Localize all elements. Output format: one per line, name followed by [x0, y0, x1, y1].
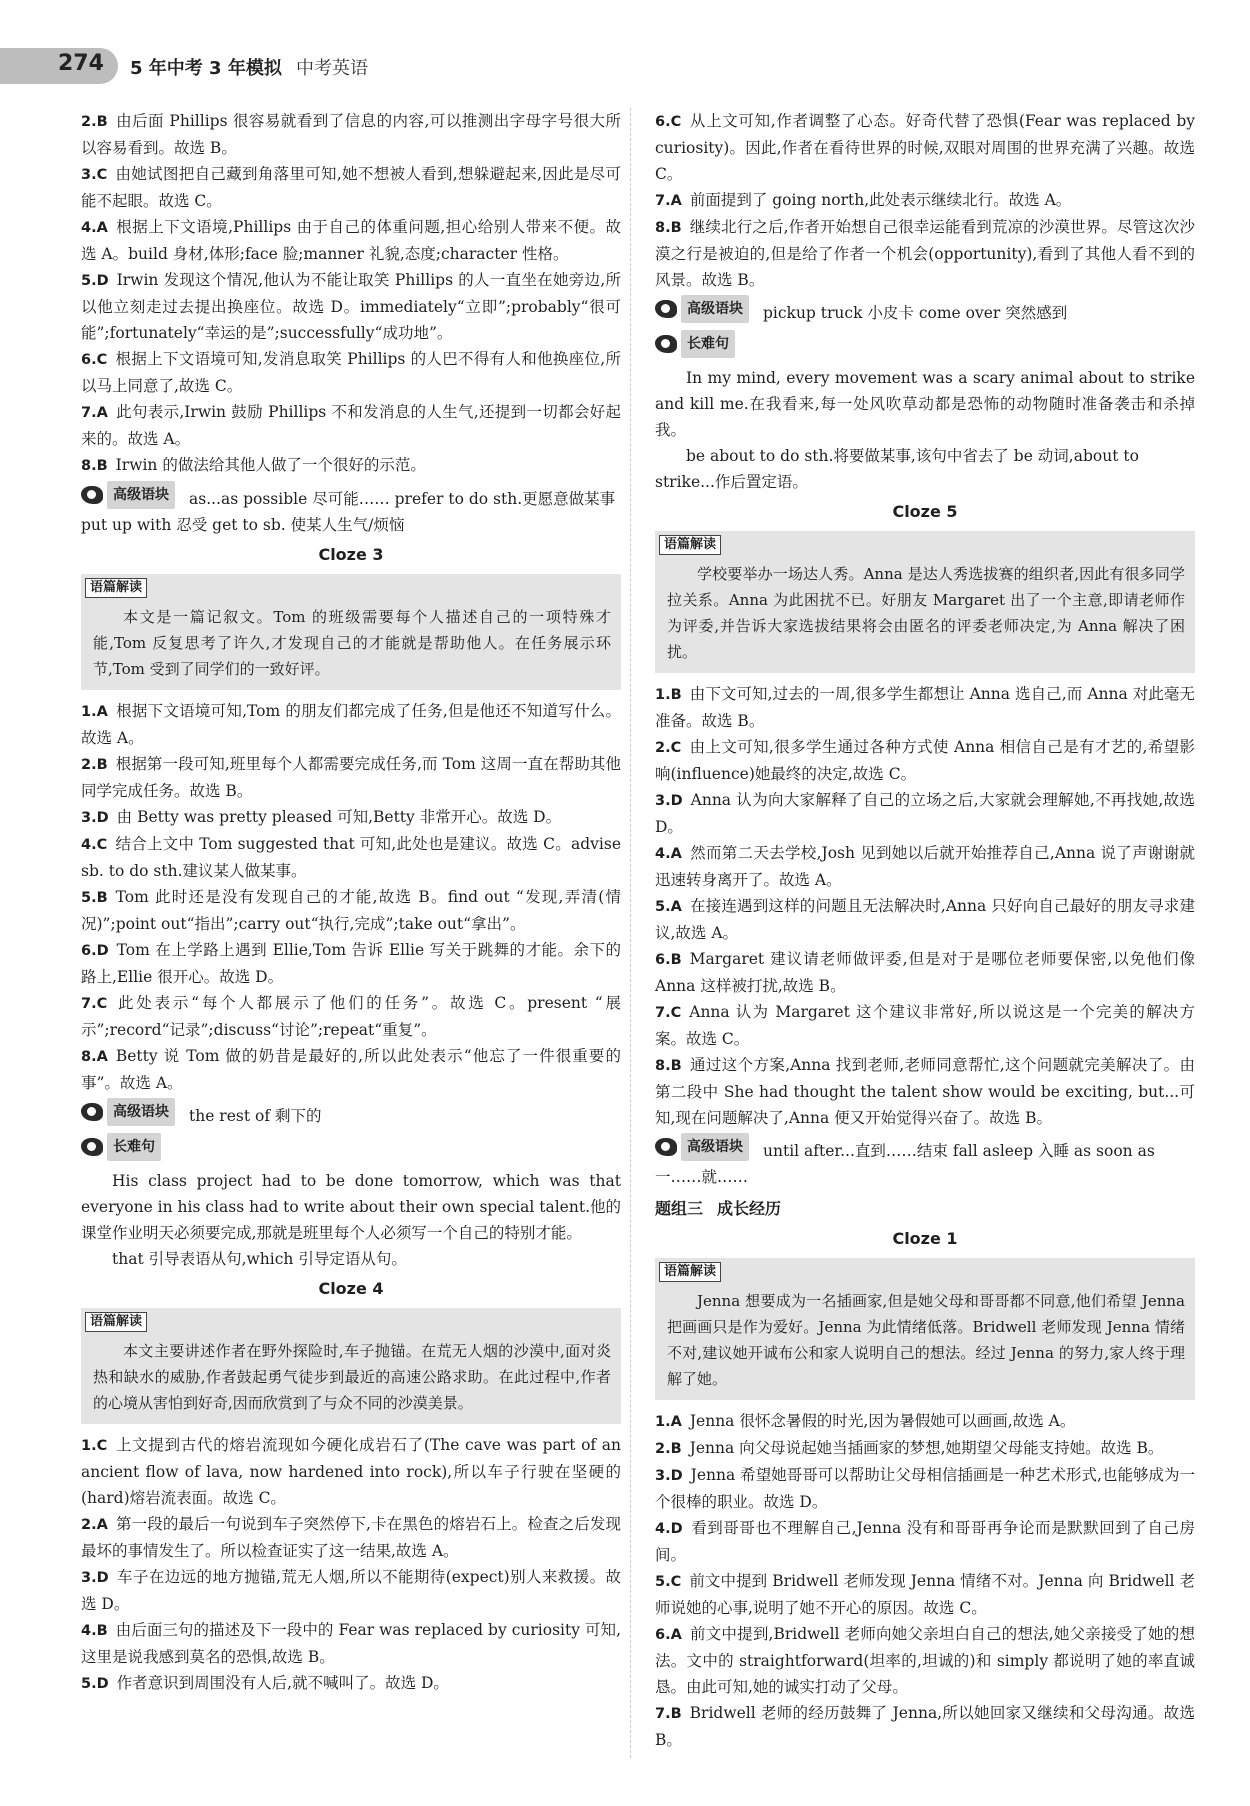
- answer-list: [655, 1408, 1195, 1753]
- answer-item: [81, 804, 621, 831]
- answer-item: [655, 214, 1195, 293]
- phrases-text: the rest of 剩下的: [189, 1107, 322, 1125]
- answer-explanation: 由后面 Phillips 很容易就看到了信息的内容,可以推测出字母字号很大所以容易看到。故选 B。: [81, 112, 621, 157]
- answer-explanation: 继续北行之后,作者开始想自己很幸运能看到荒凉的沙漠世界。尽管这次沙漠之行是被迫的,但是给了作者一个机会(opportunity),看到了其他人看不到的风景。故选 B。: [655, 218, 1195, 289]
- answer-item: [81, 1617, 621, 1670]
- answer-number: 6.B: [655, 952, 682, 968]
- answer-number: 2.A: [81, 1517, 108, 1533]
- phrases-text: until after...直到……结束 fall asleep 入睡 as soon as 一……就……: [655, 1142, 1155, 1186]
- answer-list: [81, 1432, 621, 1697]
- page-number-tab: [0, 48, 118, 84]
- answer-list: [655, 681, 1195, 1131]
- answer-explanation: 看到哥哥也不理解自己,Jenna 没有和哥哥再争论而是默默回到了自己房间。: [655, 1519, 1195, 1564]
- answer-number: 1.A: [655, 1414, 682, 1430]
- answer-number: 6.C: [655, 114, 682, 130]
- answer-item: [81, 1564, 621, 1617]
- long-sentence-tag: 长难句: [81, 1133, 161, 1161]
- answer-item: [655, 1435, 1195, 1462]
- answer-item: [655, 1515, 1195, 1568]
- answer-item: [81, 452, 621, 479]
- answer-item: [81, 1043, 621, 1096]
- answer-number: 4.B: [81, 1623, 108, 1639]
- answer-item: [655, 893, 1195, 946]
- answer-number: 1.C: [81, 1438, 108, 1454]
- passage-summary: [81, 1308, 621, 1424]
- advanced-phrases-tag: 高级语块: [655, 295, 749, 323]
- answer-item: [655, 681, 1195, 734]
- answer-explanation: Tom 在上学路上遇到 Ellie,Tom 告诉 Ellie 写关于跳舞的才能。余下的路上,Ellie 很开心。故选 D。: [81, 941, 621, 986]
- answer-item: [81, 108, 621, 161]
- answer-explanation: 此句表示,Irwin 鼓励 Phillips 不和发消息的人生气,还提到一切都会好起来的。故选 A。: [81, 403, 621, 448]
- answer-number: 6.D: [81, 943, 109, 959]
- answer-item: [81, 267, 621, 346]
- answer-explanation: 由 Betty was pretty pleased 可知,Betty 非常开心。故选 D。: [116, 808, 562, 826]
- book-title: 5 年中考 3 年模拟: [130, 58, 282, 79]
- answer-item: [655, 1462, 1195, 1515]
- answer-number: 3.D: [81, 810, 109, 826]
- summary-label: 语篇解读: [85, 578, 147, 598]
- chat-icon: [81, 1138, 103, 1156]
- answer-explanation: 前文中提到,Bridwell 老师向她父亲坦白自己的想法,她父亲接受了她的想法。文中的 straightforward(坦率的,坦诚的)和 simply 都说明了她的率直诚恳。由此可知,她的诚实打动了父母。: [655, 1625, 1195, 1696]
- answer-number: 3.D: [81, 1570, 109, 1586]
- summary-text: 本文主要讲述作者在野外探险时,车子抛锚。在荒无人烟的沙漠中,面对炎热和缺水的威胁,作者鼓起勇气徒步到最近的高速公路求助。在此过程中,作者的心境从害怕到好奇,因而欣赏到了与众不同的沙漠美景。: [93, 1342, 611, 1412]
- chat-icon: [655, 1138, 677, 1156]
- long-sentence-tag: 长难句: [655, 330, 735, 358]
- answer-item: [81, 346, 621, 399]
- answer-number: 2.C: [655, 740, 682, 756]
- answer-number: 8.A: [81, 1049, 108, 1065]
- advanced-phrases: [655, 295, 1195, 326]
- cloze-title: Cloze 4: [318, 1279, 384, 1298]
- answer-list: [655, 108, 1195, 293]
- answer-number: 2.B: [655, 1441, 682, 1457]
- answer-explanation: 前面提到了 going north,此处表示继续北行。故选 A。: [689, 191, 1072, 209]
- answer-item: [81, 399, 621, 452]
- chat-icon: [655, 300, 677, 318]
- group-label: 题组三: [655, 1199, 704, 1218]
- answer-item: [81, 161, 621, 214]
- answer-explanation: 作者意识到周围没有人后,就不喊叫了。故选 D。: [116, 1674, 449, 1692]
- answer-item: [81, 214, 621, 267]
- answer-item: [655, 840, 1195, 893]
- answer-number: 4.A: [81, 220, 108, 236]
- answer-item: [655, 187, 1195, 214]
- chat-icon: [81, 1103, 103, 1121]
- advanced-phrases: [655, 1133, 1195, 1190]
- right-column: [655, 108, 1195, 1753]
- long-sentence-note: that 引导表语从句,which 引导定语从句。: [112, 1250, 407, 1268]
- answer-number: 7.A: [655, 193, 682, 209]
- answer-item: [655, 1621, 1195, 1700]
- answer-item: [81, 751, 621, 804]
- answer-number: 5.D: [81, 273, 109, 289]
- answer-number: 2.B: [81, 757, 108, 773]
- answer-explanation: 然而第二天去学校,Josh 见到她以后就开始推荐自己,Anna 说了声谢谢就迅速转身离开了。故选 A。: [655, 844, 1195, 889]
- answer-item: [655, 999, 1195, 1052]
- answer-explanation: 前文中提到 Bridwell 老师发现 Jenna 情绪不对。Jenna 向 Bridwell 老师说她的心事,说明了她不开心的原因。故选 C。: [655, 1572, 1195, 1617]
- advanced-phrases-tag: 高级语块: [81, 1098, 175, 1126]
- answer-explanation: Anna 认为 Margaret 这个建议非常好,所以说这是一个完美的解决方案。故选 C。: [655, 1003, 1195, 1048]
- advanced-phrases: [81, 481, 621, 538]
- advanced-phrases-tag: 高级语块: [81, 481, 175, 509]
- answer-number: 5.D: [81, 1676, 109, 1692]
- answer-item: [81, 937, 621, 990]
- answer-explanation: 通过这个方案,Anna 找到老师,老师同意帮忙,这个问题就完美解决了。由第二段中 She had thought the talent show would be exciting, but...可知,现在问题解决了,Anna 便又开始觉得兴奋了。故选 B。: [655, 1056, 1195, 1127]
- passage-summary: [655, 1258, 1195, 1400]
- answer-item: [81, 831, 621, 884]
- summary-text: 本文是一篇记叙文。Tom 的班级需要每个人描述自己的一项特殊才能,Tom 反复思考了许久,才发现自己的才能就是帮助他人。在任务展示环节,Tom 受到了同学们的一致好评。: [93, 608, 611, 678]
- answer-explanation: Betty 说 Tom 做的奶昔是最好的,所以此处表示“他忘了一件很重要的事”。故选 A。: [81, 1047, 621, 1092]
- cloze-title: Cloze 3: [318, 545, 384, 564]
- page-number: 274: [58, 51, 104, 76]
- passage-summary: [655, 531, 1195, 673]
- answer-list: [81, 108, 621, 479]
- answer-explanation: Irwin 发现这个情况,他认为不能让取笑 Phillips 的人一直坐在她旁边,所以他立刻走过去提出换座位。故选 D。immediately“立即”;probably“很可能”;fortunately“幸运的是”;successfully“成功地”。: [81, 271, 621, 342]
- answer-number: 5.A: [655, 899, 682, 915]
- answer-item: [81, 1670, 621, 1697]
- answer-item: [655, 1408, 1195, 1435]
- summary-label: 语篇解读: [659, 535, 721, 555]
- answer-explanation: 由下文可知,过去的一周,很多学生都想让 Anna 选自己,而 Anna 对此毫无准备。故选 B。: [655, 685, 1195, 730]
- answer-number: 7.C: [81, 996, 108, 1012]
- chat-icon: [81, 486, 103, 504]
- column-divider: [630, 108, 631, 1758]
- answer-explanation: 根据第一段可知,班里每个人都需要完成任务,而 Tom 这周一直在帮助其他同学完成任务。故选 B。: [81, 755, 621, 800]
- answer-explanation: 此处表示“每个人都展示了他们的任务”。故选 C。present “展示”;record“记录”;discuss“讨论”;repeat“重复”。: [81, 994, 621, 1039]
- answer-number: 4.C: [81, 837, 108, 853]
- long-sentence: His class project had to be done tomorrow, which was that everyone in his class had to write about their own special talent.他的课堂作业明天必须要完成,那就是班里每个人必须写一个自己的特别才能。: [81, 1172, 621, 1242]
- answer-explanation: 根据上下文语境可知,发消息取笑 Phillips 的人巴不得有人和他换座位,所以马上同意了,故选 C。: [81, 350, 621, 395]
- answer-item: [81, 990, 621, 1043]
- answer-number: 7.B: [655, 1706, 682, 1722]
- answer-number: 7.A: [81, 405, 108, 421]
- answer-number: 6.C: [81, 352, 108, 368]
- answer-item: [655, 1568, 1195, 1621]
- advanced-phrases-tag: 高级语块: [655, 1133, 749, 1161]
- answer-explanation: 由她试图把自己藏到角落里可知,她不想被人看到,想躲避起来,因此是尽可能不起眼。故选 C。: [81, 165, 621, 210]
- answer-number: 8.B: [81, 458, 108, 474]
- answer-number: 3.C: [81, 167, 108, 183]
- answer-explanation: 由上文可知,很多学生通过各种方式使 Anna 相信自己是有才艺的,希望影响(influence)她最终的决定,故选 C。: [655, 738, 1195, 783]
- answer-number: 7.C: [655, 1005, 682, 1021]
- answer-explanation: Anna 认为向大家解释了自己的立场之后,大家就会理解她,不再找她,故选 D。: [655, 791, 1195, 836]
- answer-explanation: Jenna 向父母说起她当插画家的梦想,她期望父母能支持她。故选 B。: [689, 1439, 1164, 1457]
- passage-summary: [81, 574, 621, 690]
- answer-number: 6.A: [655, 1627, 682, 1643]
- answer-explanation: Tom 此时还是没有发现自己的才能,故选 B。find out “发现,弄清(情况)”;point out“指出”;carry out“执行,完成”;take out“拿出”。: [81, 888, 621, 933]
- group-name: 成长经历: [717, 1199, 782, 1218]
- answer-number: 8.B: [655, 1058, 682, 1074]
- cloze-title: Cloze 1: [892, 1229, 958, 1248]
- answer-item: [655, 946, 1195, 999]
- answer-number: 5.B: [81, 890, 108, 906]
- answer-number: 2.B: [81, 114, 108, 130]
- answer-explanation: 由后面三句的描述及下一段中的 Fear was replaced by curiosity 可知,这里是说我感到莫名的恐惧,故选 B。: [81, 1621, 621, 1666]
- answer-explanation: 结合上文中 Tom suggested that 可知,此处也是建议。故选 C。advise sb. to do sth.建议某人做某事。: [81, 835, 621, 880]
- answer-explanation: 在接连遇到这样的问题且无法解决时,Anna 只好向自己最好的朋友寻求建议,故选 A。: [655, 897, 1195, 942]
- phrases-text: as...as possible 尽可能…… prefer to do sth.更愿意做某事 put up with 忍受 get to sb. 使某人生气/烦恼: [81, 490, 616, 534]
- answer-explanation: 从上文可知,作者调整了心态。好奇代替了恐惧(Fear was replaced by curiosity)。因此,作者在看待世界的时候,双眼对周围的世界充满了兴趣。故选 C。: [655, 112, 1195, 183]
- answer-item: [81, 698, 621, 751]
- long-sentence-tag-row: [81, 1133, 621, 1164]
- answer-number: 4.A: [655, 846, 682, 862]
- answer-number: 5.C: [655, 1574, 682, 1590]
- answer-number: 1.B: [655, 687, 682, 703]
- answer-explanation: 根据上下文语境,Phillips 由于自己的体重问题,担心给别人带来不便。故选 A。build 身材,体形;face 脸;manner 礼貌,态度;character 性格。: [81, 218, 621, 263]
- answer-explanation: Bridwell 老师的经历鼓舞了 Jenna,所以她回家又继续和父母沟通。故选 B。: [655, 1704, 1195, 1749]
- answer-item: [655, 1052, 1195, 1131]
- book-subject: 中考英语: [296, 58, 368, 79]
- answer-number: 1.A: [81, 704, 108, 720]
- summary-label: 语篇解读: [659, 1262, 721, 1282]
- answer-number: 4.D: [655, 1521, 683, 1537]
- group-title: [655, 1196, 1195, 1222]
- answer-item: [81, 1511, 621, 1564]
- answer-explanation: 上文提到古代的熔岩流现如今硬化成岩石了(The cave was part of an ancient flow of lava, now hardened into rock),所以车子行驶在坚硬的(hard)熔岩流表面。故选 C。: [81, 1436, 621, 1507]
- answer-number: 8.B: [655, 220, 682, 236]
- answer-item: [655, 734, 1195, 787]
- answer-explanation: 第一段的最后一句说到车子突然停下,卡在黑色的熔岩石上。检查之后发现最坏的事情发生了。所以检查证实了这一结果,故选 A。: [81, 1515, 621, 1560]
- cloze-title: Cloze 5: [892, 502, 958, 521]
- answer-explanation: 根据下文语境可知,Tom 的朋友们都完成了任务,但是他还不知道写什么。故选 A。: [81, 702, 621, 747]
- answer-list: [81, 698, 621, 1096]
- answer-number: 3.D: [655, 1468, 683, 1484]
- summary-label: 语篇解读: [85, 1312, 147, 1332]
- answer-explanation: Irwin 的做法给其他人做了一个很好的示范。: [115, 456, 426, 474]
- answer-explanation: Jenna 很怀念暑假的时光,因为暑假她可以画画,故选 A。: [689, 1412, 1076, 1430]
- answer-item: [81, 884, 621, 937]
- left-column: [81, 108, 621, 1697]
- answer-explanation: Margaret 建议请老师做评委,但是对于是哪位老师要保密,以免他们像 Anna 这样被打扰,故选 B。: [655, 950, 1195, 995]
- answer-explanation: 车子在边远的地方抛锚,荒无人烟,所以不能期待(expect)别人来救援。故选 D。: [81, 1568, 621, 1613]
- answer-item: [655, 787, 1195, 840]
- advanced-phrases: [81, 1098, 621, 1129]
- page-header: [0, 48, 1250, 84]
- phrases-text: pickup truck 小皮卡 come over 突然感到: [763, 304, 1068, 322]
- chat-icon: [655, 335, 677, 353]
- long-sentence: In my mind, every movement was a scary animal about to strike and kill me.在我看来,每一处风吹草动都是恐怖的动物随时准备袭击和杀掉我。: [655, 369, 1195, 439]
- long-sentence-tag-row: [655, 330, 1195, 361]
- answer-number: 3.D: [655, 793, 683, 809]
- long-sentence-note: be about to do sth.将要做某事,该句中省去了 be 动词,about to strike...作后置定语。: [655, 447, 1139, 491]
- answer-item: [655, 108, 1195, 187]
- summary-text: 学校要举办一场达人秀。Anna 是达人秀选拔赛的组织者,因此有很多同学拉关系。Anna 为此困扰不已。好朋友 Margaret 出了一个主意,即请老师作为评委,并告诉大家选拔结果将会由匿名的评委老师决定,为 Anna 解决了困扰。: [667, 565, 1185, 661]
- answer-explanation: Jenna 希望她哥哥可以帮助让父母相信插画是一种艺术形式,也能够成为一个很棒的职业。故选 D。: [655, 1466, 1195, 1511]
- answer-item: [655, 1700, 1195, 1753]
- answer-item: [81, 1432, 621, 1511]
- summary-text: Jenna 想要成为一名插画家,但是她父母和哥哥都不同意,他们希望 Jenna 把画画只是作为爱好。Jenna 为此情绪低落。Bridwell 老师发现 Jenna 情绪不对,建议她开诚布公和家人说明自己的想法。经过 Jenna 的努力,家人终于理解了她。: [667, 1292, 1185, 1388]
